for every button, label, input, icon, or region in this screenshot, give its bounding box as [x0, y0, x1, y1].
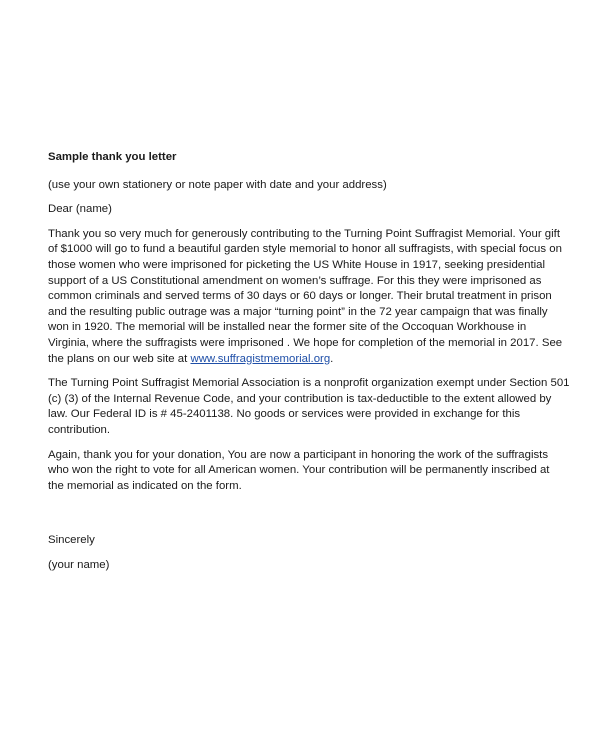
paragraph-line-with-link — [48, 352, 554, 368]
paragraph-tax — [48, 376, 570, 438]
website-link[interactable]: www.suffragistmemorial.org — [190, 352, 331, 365]
paragraph-line: Again, thank you for your donation, You are now a participant in honoring the work of the suffragists — [48, 448, 549, 461]
link-suffix: . — [330, 352, 334, 365]
paragraph-gift — [48, 227, 563, 367]
paragraph-line: contribution. — [48, 423, 111, 436]
spacer — [48, 503, 554, 533]
paragraph-line: of $1000 will go to fund a beautiful garden style memorial to honor all suffragists, with special focus on — [48, 243, 562, 256]
letter-instructions: (use your own stationery or note paper with date and your address) — [48, 178, 387, 191]
paragraph-line: support of a US Constitutional amendment on women’s suffrage. For this they were imprisoned as — [48, 274, 542, 287]
salutation: Dear (name) — [48, 203, 112, 216]
signature: (your name) — [48, 558, 110, 571]
paragraph-line: Virginia, where the suffragists were imprisoned . We hope for completion of the memorial in 2017. See — [48, 336, 563, 349]
paragraph-thanks — [48, 448, 554, 495]
paragraph-line: Thank you so very much for generously contributing to the Turning Point Suffragist Memorial. Your gift — [48, 227, 561, 240]
paragraph-line: those women who were imprisoned for picketing the US White House in 1917, seeking presidential — [48, 258, 546, 271]
paragraph-line: common criminals and served terms of 30 days or 60 days or longer. Their brutal treatment in prison — [48, 290, 552, 303]
paragraph-line: and the resulting public outrage was a major “turning point” in the 72 year campaign that was finally — [48, 305, 548, 318]
paragraph-line: law. Our Federal ID is # 45-2401138. No goods or services were provided in exchange for this — [48, 408, 521, 421]
paragraph-line: (c) (3) of the Internal Revenue Code, and your contribution is tax-deductible to the extent allowed by — [48, 392, 552, 405]
paragraph-line: The Turning Point Suffragist Memorial Association is a nonprofit organization exempt under Section 501 — [48, 377, 570, 390]
letter-heading: Sample thank you letter — [48, 151, 177, 163]
closing: Sincerely — [48, 534, 95, 547]
paragraph-line: who won the right to vote for all American women. Your contribution will be permanently inscribed at — [48, 464, 550, 477]
paragraph-line: won in 1920. The memorial will be installed near the former site of the Occoquan Workhouse in — [48, 321, 527, 334]
thank-you-letter — [48, 150, 570, 582]
paragraph-line: the memorial as indicated on the form. — [48, 479, 242, 492]
link-prefix: the plans on our web site at — [48, 352, 191, 365]
